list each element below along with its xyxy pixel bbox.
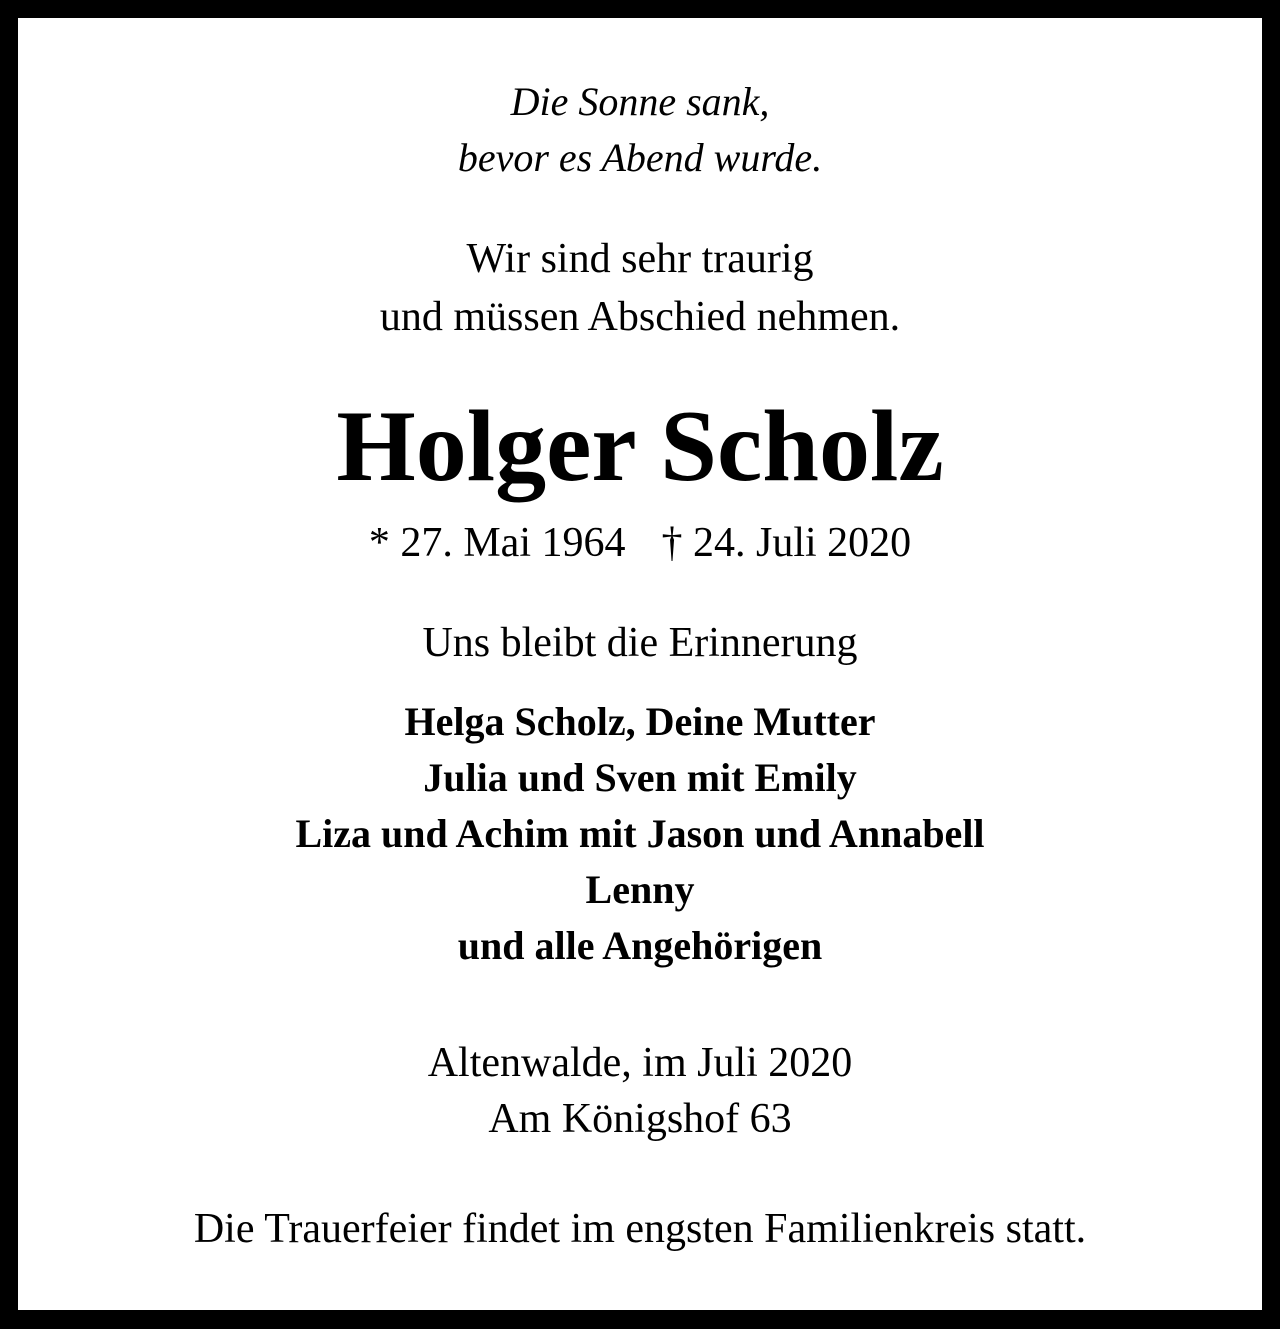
mourner-line: Helga Scholz, Deine Mutter xyxy=(404,699,876,744)
funeral-note: Die Trauerfeier findet im engsten Familienkreis statt. xyxy=(193,1206,1087,1252)
deceased-name: Holger Scholz xyxy=(336,390,944,503)
memory-line: Uns bleibt die Erinnerung xyxy=(422,620,858,666)
mourner-line: und alle Angehörigen xyxy=(457,923,823,968)
place-date-line: Altenwalde, im Juli 2020 xyxy=(427,1040,853,1086)
intro-line-1: Wir sind sehr traurig xyxy=(466,236,814,282)
life-dates xyxy=(18,522,1262,564)
birth-date: * 27. Mai 1964 xyxy=(368,520,626,566)
death-date: † 24. Juli 2020 xyxy=(661,520,912,566)
mourner-line: Liza und Achim mit Jason und Annabell xyxy=(295,811,985,856)
motto-line-2: bevor es Abend wurde. xyxy=(457,135,823,180)
motto-line-1: Die Sonne sank, xyxy=(510,79,770,124)
address-line: Am Königshof 63 xyxy=(488,1096,792,1142)
mourner-line: Julia und Sven mit Emily xyxy=(423,755,857,800)
obituary-notice xyxy=(18,18,1262,1310)
intro-line-2: und müssen Abschied nehmen. xyxy=(379,294,901,340)
mourner-line: Lenny xyxy=(585,867,695,912)
